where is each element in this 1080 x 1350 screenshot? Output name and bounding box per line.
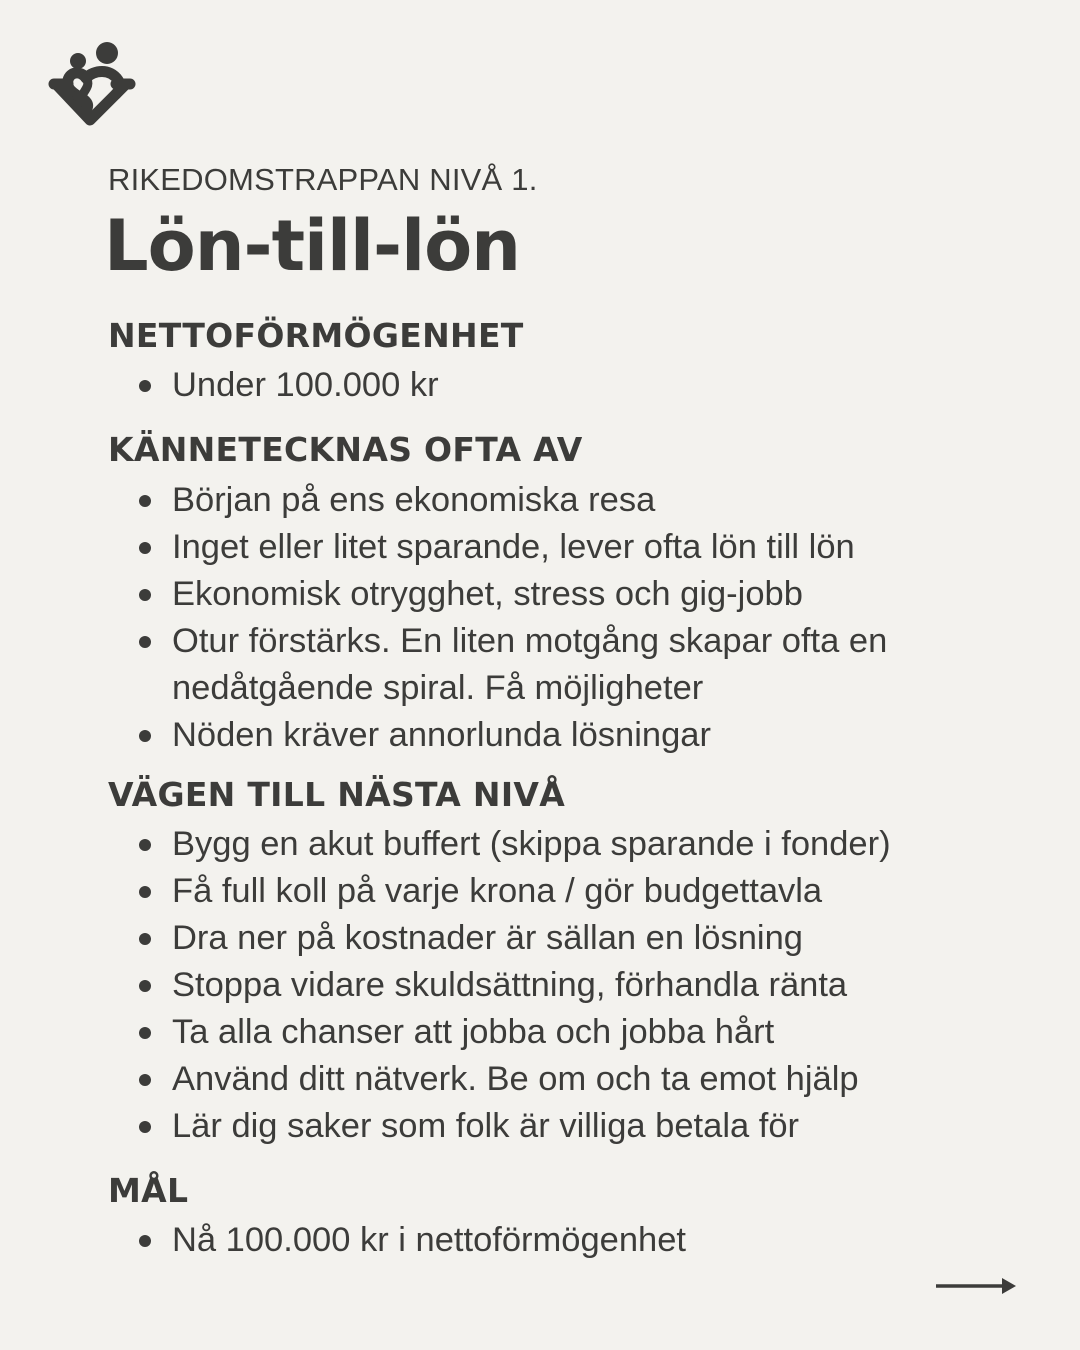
list-item bbox=[108, 618, 988, 712]
next-level-list bbox=[108, 821, 988, 1150]
bullet-icon bbox=[139, 589, 151, 601]
list-item bbox=[108, 1103, 988, 1150]
list-item bbox=[108, 1009, 988, 1056]
list-item-text: Början på ens ekonomiska resa bbox=[172, 481, 656, 519]
list-item-text: Ekonomisk otrygghet, stress och gig-jobb bbox=[172, 575, 803, 613]
bullet-icon bbox=[139, 495, 151, 507]
section-heading-next-level: VÄGEN TILL NÄSTA NIVÅ bbox=[108, 775, 566, 814]
bullet-icon bbox=[139, 886, 151, 898]
bullet-icon bbox=[139, 933, 151, 945]
list-item bbox=[108, 915, 988, 962]
list-item-text: Få full koll på varje krona / gör budgettavla bbox=[172, 872, 823, 910]
list-item-text: Använd ditt nätverk. Be om och ta emot hjälp bbox=[172, 1060, 859, 1098]
list-item bbox=[108, 712, 988, 759]
arrow-right-icon bbox=[934, 1274, 1018, 1298]
section-heading-goal: MÅL bbox=[108, 1171, 189, 1210]
characteristics-list bbox=[108, 477, 988, 759]
list-item bbox=[108, 821, 988, 868]
list-item-text: Inget eller litet sparande, lever ofta lön till lön bbox=[172, 528, 855, 566]
heart-people-logo-icon bbox=[46, 42, 136, 126]
list-item bbox=[108, 362, 988, 409]
bullet-icon bbox=[139, 730, 151, 742]
eyebrow-label: RIKEDOMSTRAPPAN NIVÅ 1. bbox=[108, 162, 538, 197]
list-item-text: Otur förstärks. En liten motgång skapar ofta en nedåtgående spiral. Få möjligheter bbox=[172, 622, 888, 707]
section-heading-net-worth: NETTOFÖRMÖGENHET bbox=[108, 316, 524, 355]
section-heading-characteristics: KÄNNETECKNAS OFTA AV bbox=[108, 430, 583, 469]
page-title: Lön-till-lön bbox=[104, 205, 520, 287]
list-item bbox=[108, 868, 988, 915]
list-item bbox=[108, 477, 988, 524]
bullet-icon bbox=[139, 1074, 151, 1086]
list-item-text: Under 100.000 kr bbox=[172, 366, 439, 404]
net-worth-list bbox=[108, 362, 988, 409]
bullet-icon bbox=[139, 980, 151, 992]
list-item-text: Nå 100.000 kr i nettoförmögenhet bbox=[172, 1221, 686, 1259]
bullet-icon bbox=[139, 380, 151, 392]
goal-list bbox=[108, 1217, 988, 1264]
list-item-text: Ta alla chanser att jobba och jobba hårt bbox=[172, 1013, 775, 1051]
list-item bbox=[108, 962, 988, 1009]
list-item bbox=[108, 524, 988, 571]
list-item bbox=[108, 1056, 988, 1103]
list-item-text: Bygg en akut buffert (skippa sparande i fonder) bbox=[172, 825, 891, 863]
list-item-text: Dra ner på kostnader är sällan en lösning bbox=[172, 919, 803, 957]
bullet-icon bbox=[139, 1235, 151, 1247]
bullet-icon bbox=[139, 1121, 151, 1133]
list-item bbox=[108, 1217, 988, 1264]
list-item-text: Lär dig saker som folk är villiga betala för bbox=[172, 1107, 800, 1145]
bullet-icon bbox=[139, 636, 151, 648]
bullet-icon bbox=[139, 839, 151, 851]
brand-logo bbox=[46, 42, 136, 126]
list-item-text: Stoppa vidare skuldsättning, förhandla ränta bbox=[172, 966, 848, 1004]
list-item bbox=[108, 571, 988, 618]
next-slide-button[interactable] bbox=[934, 1274, 1018, 1298]
list-item-text: Nöden kräver annorlunda lösningar bbox=[172, 716, 711, 754]
bullet-icon bbox=[139, 542, 151, 554]
bullet-icon bbox=[139, 1027, 151, 1039]
